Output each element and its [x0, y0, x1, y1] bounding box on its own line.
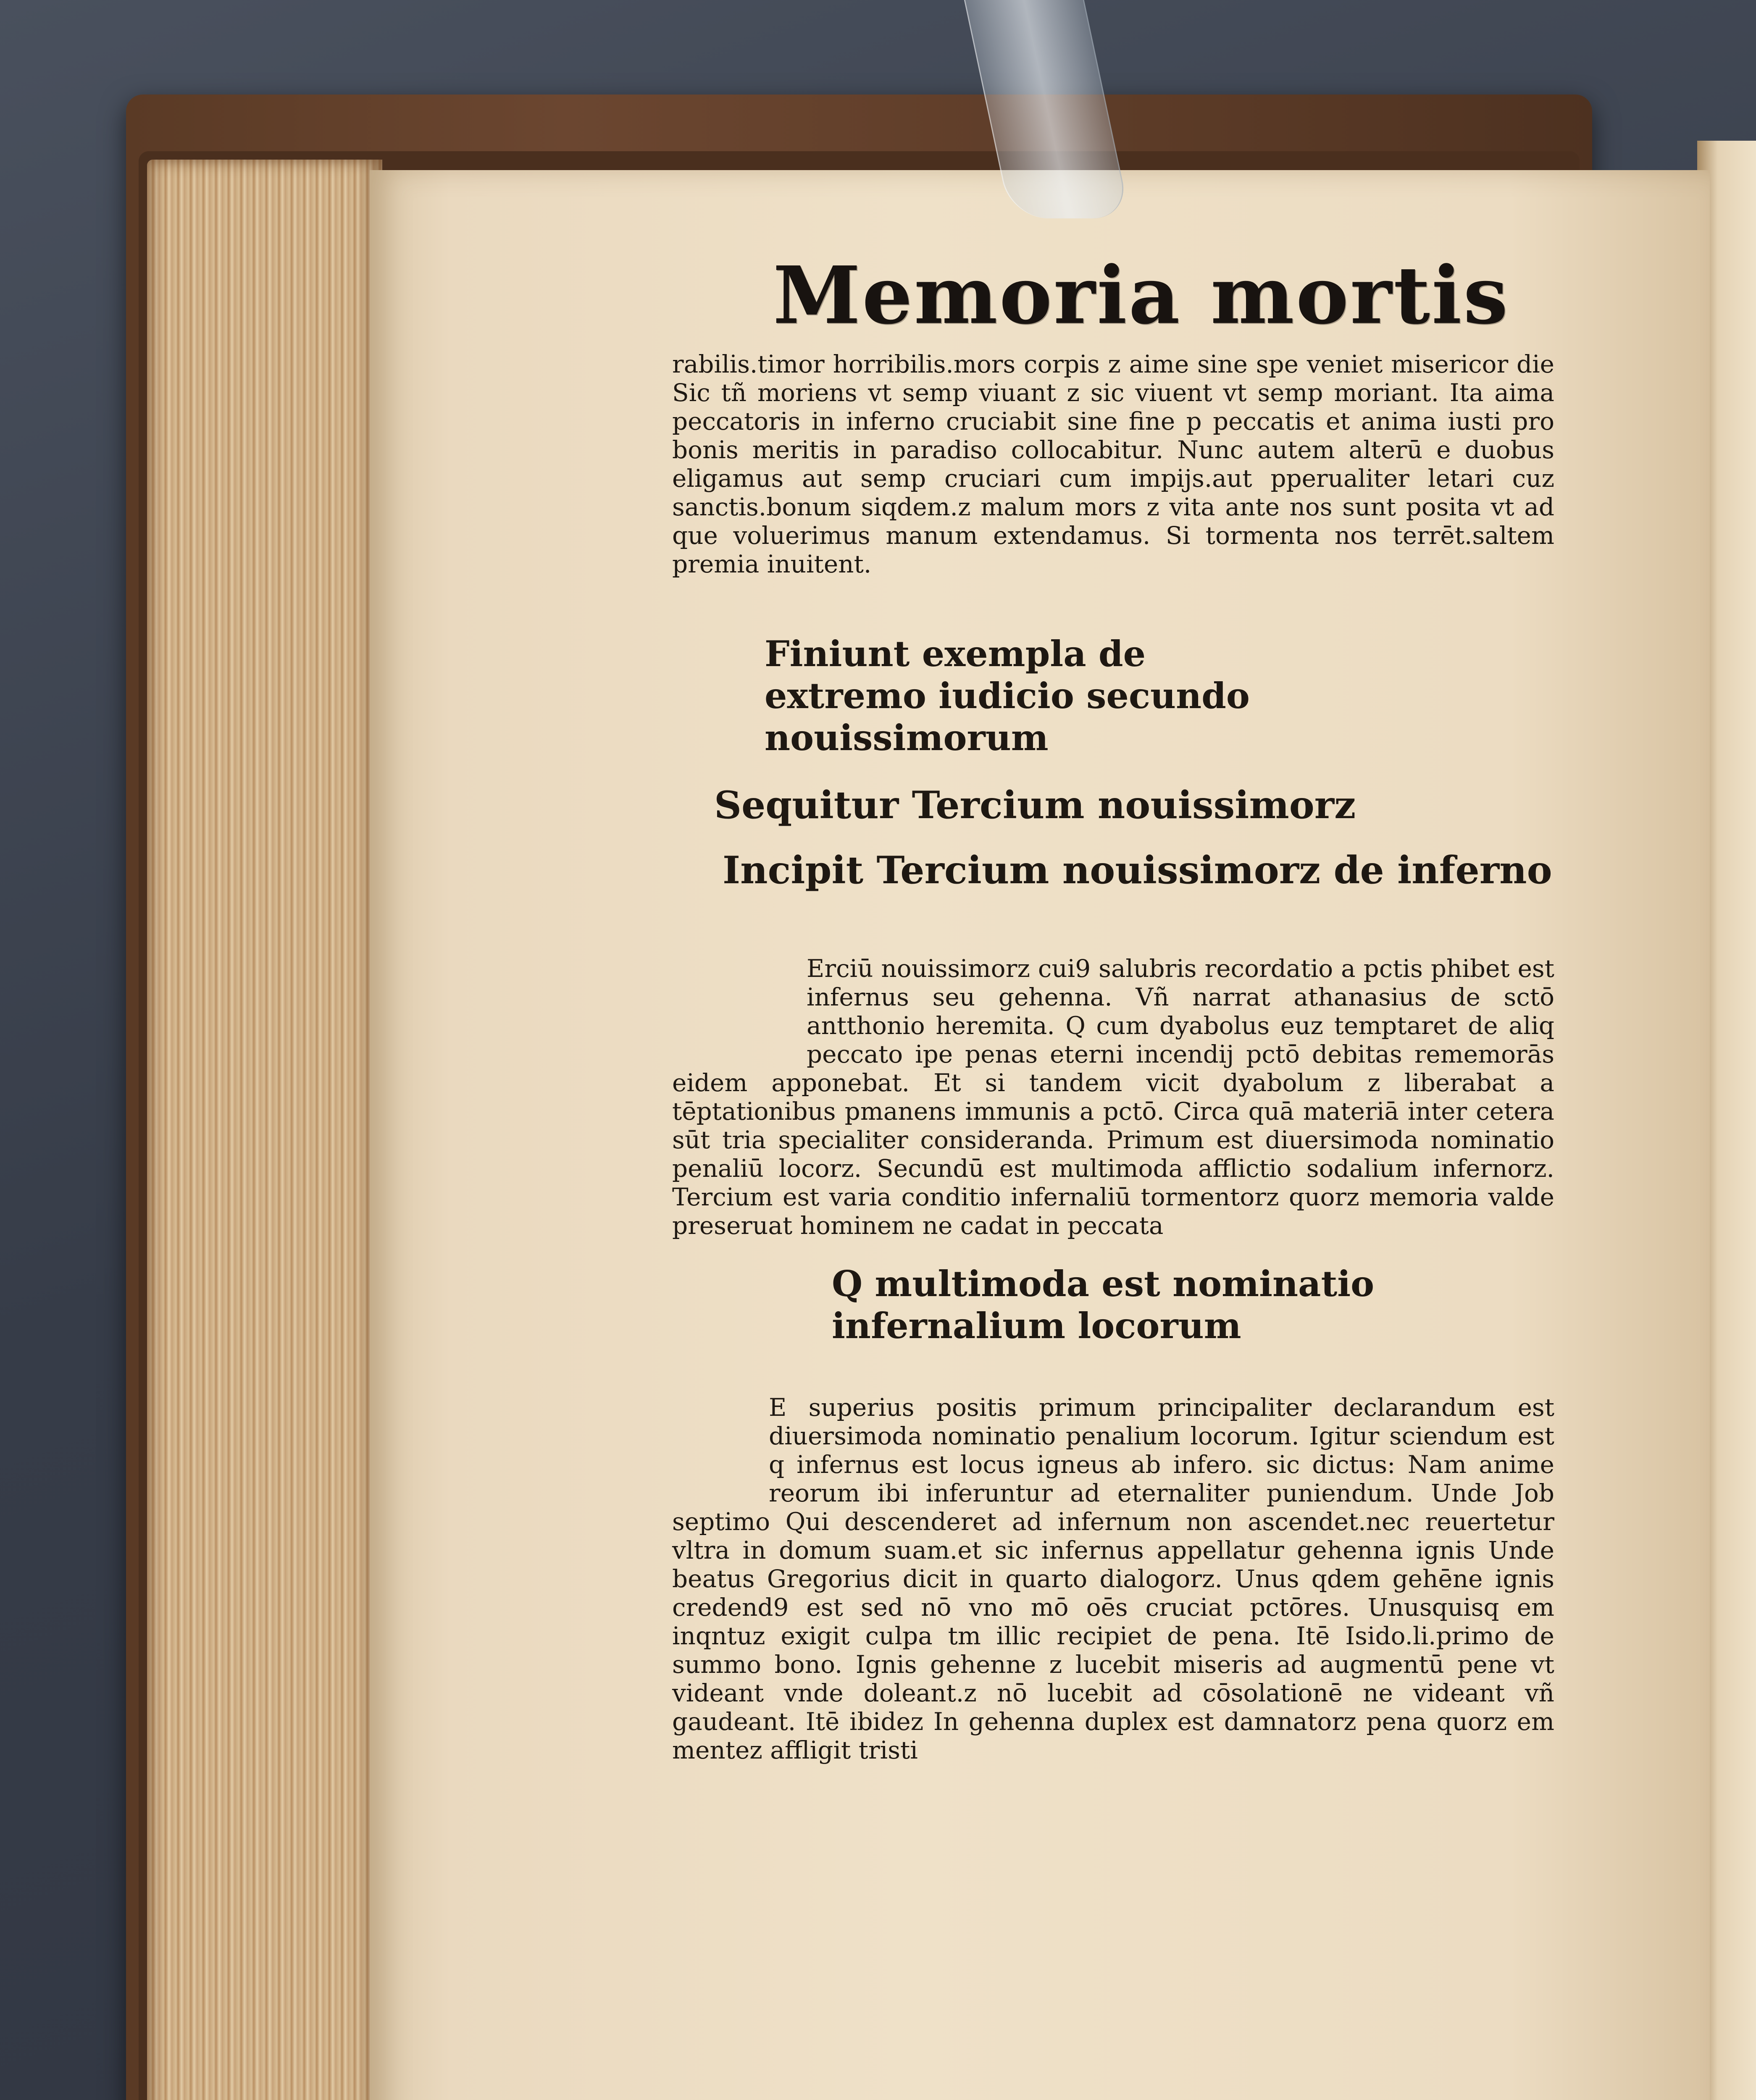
paragraph-superius-block: [672, 1393, 1554, 1764]
running-head: Memoria mortis: [773, 249, 1510, 342]
paragraph-superius: E superius positis primum principaliter declarandum est diuersimoda nominatio penalium locorum. Igitur sciendum est q infernus est locus igneus ab infero. sic dictus: Nam anime reorum ibi inferuntur ad eternaliter puniendum. Unde Job septimo Qui descenderet ad infernum non ascendet.nec reuertetur vltra in domum suam.et sic infernus appellatur gehenna ignis Unde beatus Gregorius dicit in quarto dialogorz. Unus qdem gehēne ignis credend9 est sed nō vno mō oēs cruciat pctōres. Unusquisq em inqntuz exigit culpa tm illic recipiet de pena. Itē Isido.li.primo de summo bono. Ignis gehenne z lucebit miseris ad augmentū pene vt videant vnde doleant.z nō lucebit ad cōsolationē ne videant vñ gaudeant. Itē ibidez In gehenna duplex est damnatorz pena quorz em mentez affligit tristi: [672, 1393, 1554, 1764]
paragraph-tercium: Erciū nouissimorz cui9 salubris recordatio a pctis phibet est infernus seu gehenna. Vñ narrat athanasius de sctō antthonio heremita. Q cum dyabolus euz temptaret de aliq peccato ipe penas eterni incendij pctō debitas rememorās eidem apponebat. Et si tandem vicit dyabolum z liberabat a tēptationibus pmanens immunis a pctō. Circa quā materiā inter cetera sūt tria specialiter consideranda. Primum est diuersimoda nominatio penaliū locorz. Secundū est multimoda afflictio sodalium infernorz. Tercium est varia conditio infernaliū tormentorz quorz memoria valde preseruat hominem ne cadat in peccata: [672, 954, 1554, 1240]
heading-finiunt: Finiunt exempla de extremo iudicio secundo nouissimorum: [765, 633, 1250, 759]
initial-space-2: [672, 1393, 769, 1481]
paragraph-tercium-block: [672, 954, 1554, 1240]
initial-space: [672, 954, 807, 1068]
heading-sequitur: Sequitur Tercium nouissimorz: [714, 783, 1356, 827]
heading-multimoda: Q multimoda est nominatio infernalium locorum: [832, 1263, 1375, 1347]
page-edges: [147, 160, 382, 2100]
paragraph-top: rabilis.timor horribilis.mors corpis z aime sine spe veniet misericor die Sic tñ moriens vt semp viuant z sic viuent vt semp moriant. Ita aima peccatoris in inferno cruciabit sine fine p peccatis et anima iusti pro bonis meritis in paradiso collocabitur. Nunc autem alterū e duobus eligamus aut semp cruciari cum impijs.aut pperualiter letari cuz sanctis.bonum siqdem.z malum mors z vita ante nos sunt posita vt ad que voluerimus manum extendamus. Si tormenta nos terrēt.saltem premia inuitent.: [672, 350, 1554, 578]
heading-incipit: Incipit Tercium nouissimorz de inferno: [723, 848, 1552, 892]
text-block: [672, 249, 1554, 1764]
